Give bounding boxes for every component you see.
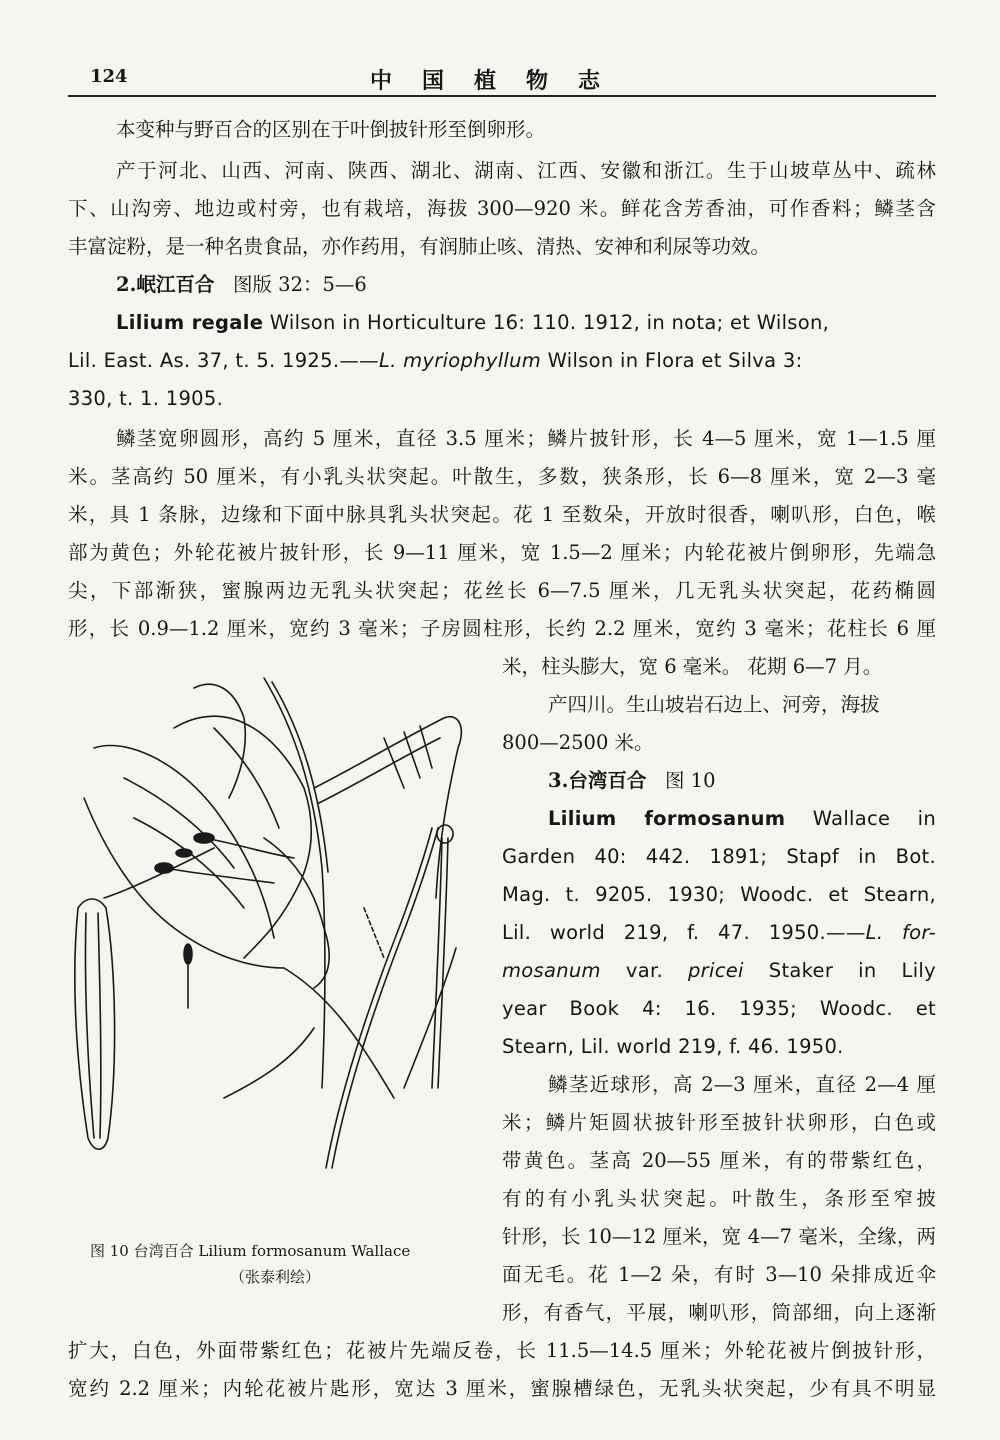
description-line: 鳞茎宽卵圆形，高约 5 厘米，直径 3.5 厘米；鳞片披针形，长 4—5 厘米，宽 1—1.5 厘 (116, 427, 936, 450)
species-heading (548, 769, 716, 793)
synonym-name: mosanum (502, 959, 601, 982)
citation-line (548, 807, 936, 831)
capsule (75, 899, 115, 1149)
description-line: 针形，长 10—12 厘米，宽 4—7 毫米，全缘，两 (502, 1225, 936, 1248)
distribution-line: 800—2500 米。 (502, 731, 654, 754)
figure-credit: （张泰利绘） (230, 1268, 321, 1286)
plate-reference: 图版 32：5—6 (232, 273, 367, 296)
synonym-name: L. for- (865, 921, 936, 944)
description-line: 米，柱头膨大，宽 6 毫米。 花期 6—7 月。 (502, 655, 883, 678)
citation-text: Wallace in (812, 807, 936, 830)
description-line: 有的有小乳头状突起。叶散生，条形至窄披 (502, 1187, 936, 1210)
petal (84, 798, 284, 968)
citation-line: Stearn, Lil. world 219, f. 46. 1950. (502, 1035, 844, 1058)
citation-text: var. (600, 959, 688, 982)
synonym-name: L. myriophyllum (378, 349, 542, 372)
petal (264, 838, 329, 988)
description-line: 米，具 1 条脉，边缘和下面中脉具乳头状突起。花 1 至数朵，开放时很香，喇叭形，白色，喉 (68, 503, 936, 526)
paragraph-line: 本变种与野百合的区别在于叶倒披针形至倒卵形。 (116, 118, 546, 141)
citation-line (116, 311, 936, 335)
citation-line (502, 959, 936, 983)
figure-reference: 图 10 (664, 769, 716, 792)
species-number: 3. (548, 769, 569, 792)
citation-text: Staker in Lily (743, 959, 936, 982)
page-number: 124 (90, 66, 128, 87)
variety-name: pricei (688, 959, 744, 982)
petal (94, 746, 274, 939)
anther (176, 849, 192, 857)
description-line: 宽约 2.2 厘米；内轮花被片匙形，宽达 3 厘米，蜜腺槽绿色，无乳头状突起，少有具不明显 (68, 1377, 936, 1400)
description-line: 形，有香气，平展，喇叭形，筒部细，向上逐渐 (502, 1301, 936, 1324)
figure-caption: 图 10 台湾百合 Lilium formosanum Wallace (90, 1242, 411, 1260)
stigma (437, 825, 453, 843)
description-line: 米；鳞片矩圆状披针形至披针状卵形，白色或 (502, 1111, 936, 1134)
description-line: 部为黄色；外轮花被片披针形，长 9—11 厘米，宽 1.5—2 厘米；内轮花被片倒卵形，先端急 (68, 541, 936, 564)
running-title: 中国植物志 (370, 68, 631, 94)
header-rule (68, 95, 936, 97)
description-line: 形，长 0.9—1.2 厘米，宽约 3 毫米；子房圆柱形，长约 2.2 厘米，宽约 3 毫米；花柱长 6 厘 (68, 617, 936, 640)
citation-text: Wilson in Horticulture 16: 110. 1912, in nota; et Wilson, (263, 311, 830, 334)
distribution-line: 产四川。生山坡岩石边上、河旁，海拔 (548, 693, 880, 716)
anther (155, 863, 173, 873)
description-line: 带黄色。茎高 20—55 厘米，有的带紫红色， (502, 1149, 936, 1172)
stamen (164, 868, 274, 883)
citation-text: Lil. world 219, f. 47. 1950.—— (502, 921, 866, 944)
paragraph-line: 丰富淀粉，是一种名贵食品，亦作药用，有润肺止咳、清热、安神和利尿等功效。 (68, 235, 771, 258)
citation-line (502, 921, 936, 945)
species-heading (116, 273, 367, 297)
description-line: 面无毛。花 1—2 朵，有时 3—10 朵排成近伞 (502, 1263, 936, 1286)
species-chinese-name: 岷江百合 (136, 273, 215, 296)
leaf (404, 948, 456, 1088)
description-line: 尖，下部渐狭，蜜腺两边无乳头状突起；花丝长 6—7.5 厘米，几无乳头状突起，花药椭圆 (68, 579, 936, 602)
latin-name: Lilium regale (116, 311, 264, 334)
description-line: 鳞茎近球形，高 2—3 厘米，直径 2—4 厘 (548, 1073, 936, 1096)
latin-name: Lilium formosanum (548, 807, 786, 830)
citation-line: year Book 4: 16. 1935; Woodc. et (502, 997, 936, 1020)
lily-drawing (64, 668, 478, 1178)
flower-tube (314, 717, 461, 898)
petal (194, 684, 245, 798)
citation-line: 330, t. 1. 1905. (68, 387, 224, 410)
citation-line: Garden 40: 442. 1891; Stapf in Bot. (502, 845, 936, 868)
anther (194, 833, 214, 843)
citation-text: Lil. East. As. 37, t. 5. 1925.—— (68, 349, 379, 372)
citation-line (68, 349, 802, 373)
species-number: 2. (116, 273, 137, 296)
citation-line: Mag. t. 9205. 1930; Woodc. et Stearn, (502, 883, 936, 906)
leaf (224, 1028, 314, 1098)
lily-illustration (64, 668, 478, 1178)
description-line: 扩大，白色，外面带紫红色；花被片先端反卷，长 11.5—14.5 厘米；外轮花被片倒披针形， (68, 1339, 936, 1362)
paragraph-line: 下、山沟旁、地边或村旁，也有栽培，海拔 300—920 米。鲜花含芳香油，可作香料；鳞茎含 (68, 197, 936, 220)
paragraph-line: 产于河北、山西、河南、陕西、湖北、湖南、江西、安徽和浙江。生于山坡草丛中、疏林 (116, 159, 936, 182)
citation-text: Wilson in Flora et Silva 3: (541, 349, 803, 372)
species-chinese-name: 台湾百合 (568, 769, 647, 792)
description-line: 米。茎高约 50 厘米，有小乳头状突起。叶散生，多数，狭条形，长 6—8 厘米，宽 2—3 毫 (68, 465, 936, 488)
